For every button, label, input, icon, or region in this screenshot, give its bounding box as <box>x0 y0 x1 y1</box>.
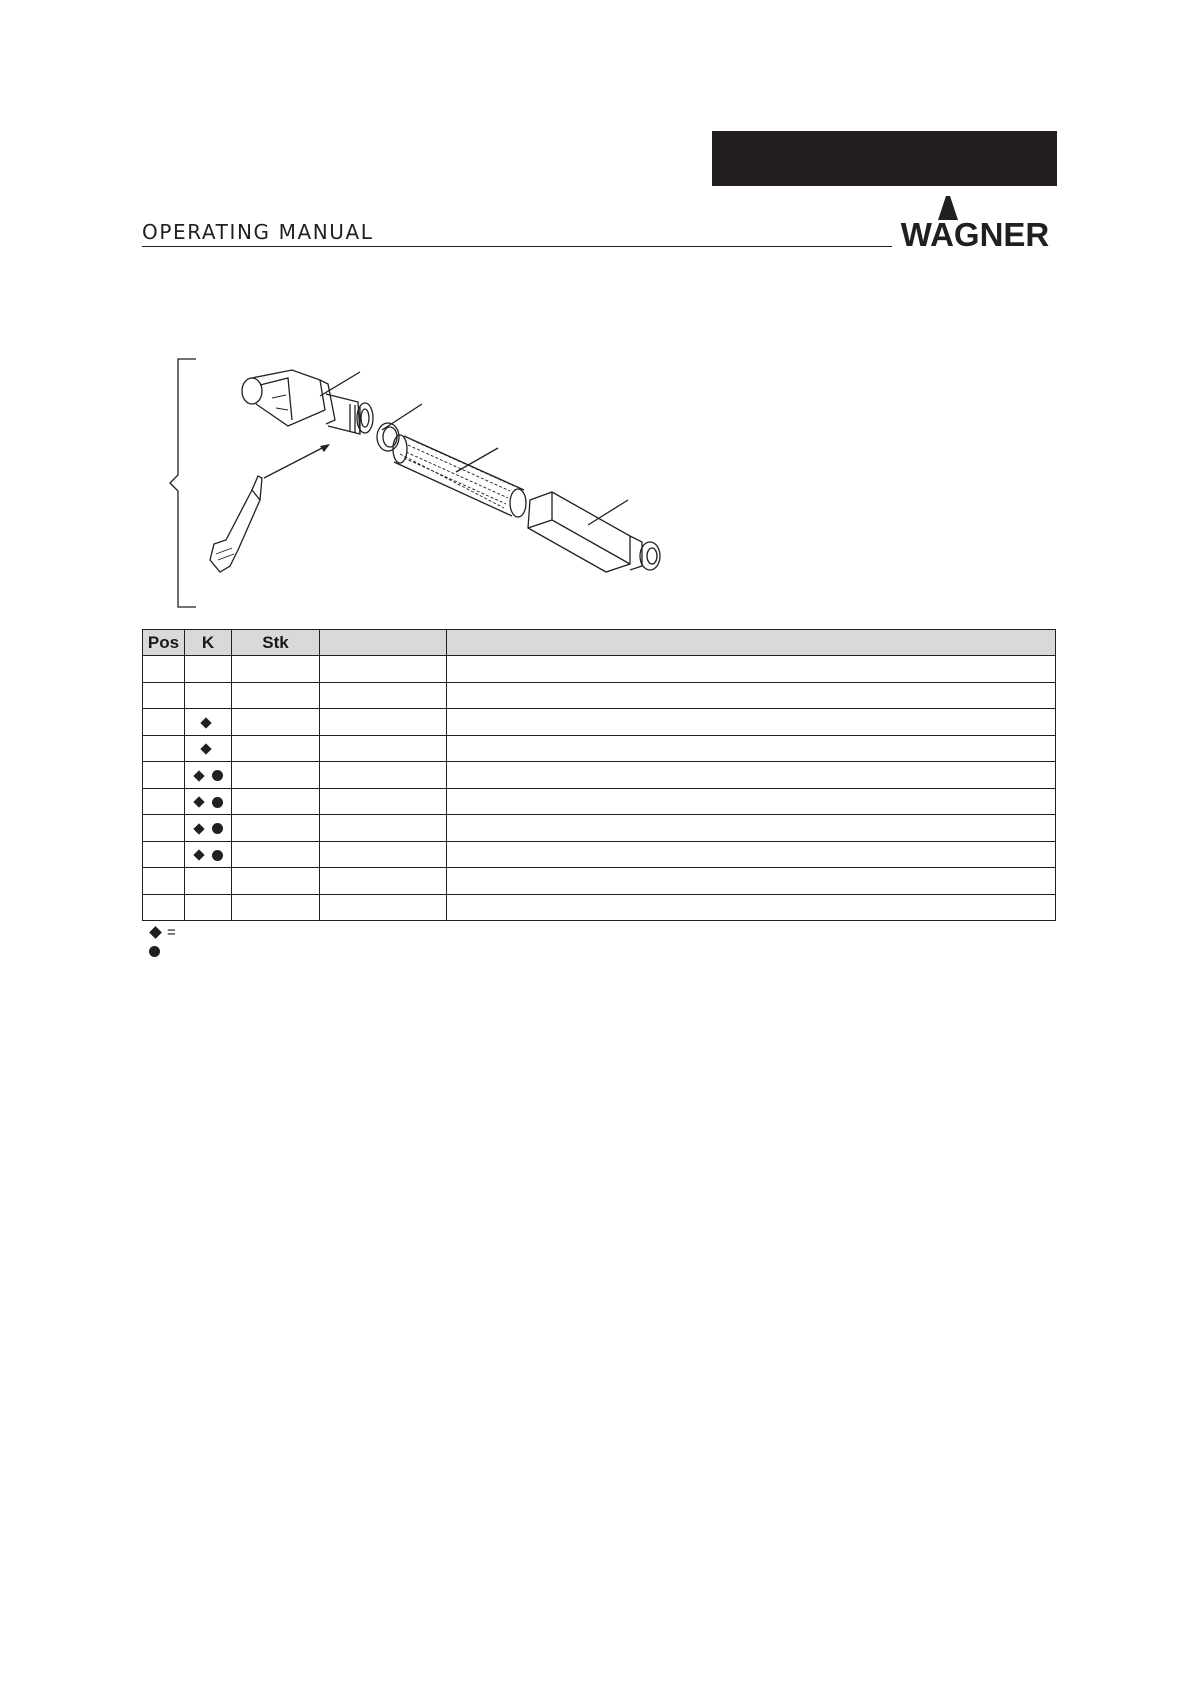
cell-pos <box>143 815 185 842</box>
cell-k <box>185 894 232 921</box>
table-header-row <box>143 630 1056 656</box>
cell-stk <box>232 868 320 895</box>
filter-assembly-diagram <box>160 350 680 615</box>
parts-table-body <box>143 656 1056 921</box>
cell-stk <box>232 682 320 709</box>
cell-pos <box>143 841 185 868</box>
cell-k <box>185 841 232 868</box>
svg-text:WAGNER: WAGNER <box>900 216 1050 248</box>
cell-description <box>447 841 1056 868</box>
cell-description <box>447 815 1056 842</box>
cell-pos <box>143 709 185 736</box>
cell-k <box>185 788 232 815</box>
cell-article <box>320 656 447 683</box>
cell-description <box>447 682 1056 709</box>
cell-pos <box>143 656 185 683</box>
column-header-stk: Stk <box>232 630 320 656</box>
legend-wear-part <box>148 924 176 941</box>
diamond-icon <box>193 823 204 834</box>
diamond-icon <box>193 850 204 861</box>
cell-k <box>185 815 232 842</box>
cell-stk <box>232 656 320 683</box>
cell-article <box>320 762 447 789</box>
header-rule <box>142 246 892 247</box>
filter-element-part <box>393 435 526 517</box>
cell-k <box>185 762 232 789</box>
cell-stk <box>232 788 320 815</box>
cell-stk <box>232 894 320 921</box>
cell-pos <box>143 868 185 895</box>
legend-text: = <box>167 924 176 941</box>
apply-sealant-arrow <box>264 446 326 478</box>
table-row <box>143 735 1056 762</box>
end-cap-part <box>528 492 660 572</box>
cell-pos <box>143 735 185 762</box>
cell-article <box>320 735 447 762</box>
dot-icon <box>149 946 160 957</box>
column-header-description <box>447 630 1056 656</box>
cell-article <box>320 682 447 709</box>
table-row <box>143 841 1056 868</box>
wagner-logo <box>890 196 1060 248</box>
cell-pos <box>143 762 185 789</box>
cell-description <box>447 656 1056 683</box>
cell-description <box>447 735 1056 762</box>
table-row <box>143 894 1056 921</box>
diamond-icon <box>149 926 162 939</box>
cell-article <box>320 788 447 815</box>
cell-stk <box>232 735 320 762</box>
cell-article <box>320 709 447 736</box>
diamond-icon <box>200 744 211 755</box>
cell-pos <box>143 682 185 709</box>
cell-description <box>447 762 1056 789</box>
cell-stk <box>232 709 320 736</box>
assembly-bracket <box>170 359 196 607</box>
cell-description <box>447 894 1056 921</box>
table-row <box>143 682 1056 709</box>
table-row <box>143 656 1056 683</box>
cell-pos <box>143 788 185 815</box>
filter-housing-part <box>242 370 373 434</box>
table-row <box>143 815 1056 842</box>
callout-line-1 <box>320 372 360 396</box>
cell-article <box>320 868 447 895</box>
cell-article <box>320 841 447 868</box>
sealant-tube-part <box>210 476 262 572</box>
cell-k <box>185 682 232 709</box>
diamond-icon <box>200 717 211 728</box>
table-row <box>143 762 1056 789</box>
document-title: OPERATING MANUAL <box>142 220 374 244</box>
legend-kit-part <box>148 946 160 957</box>
cell-k <box>185 868 232 895</box>
dot-icon <box>212 823 223 834</box>
cell-article <box>320 815 447 842</box>
cell-stk <box>232 762 320 789</box>
table-row <box>143 709 1056 736</box>
cell-article <box>320 894 447 921</box>
dot-icon <box>212 850 223 861</box>
diamond-icon <box>193 797 204 808</box>
cell-description <box>447 709 1056 736</box>
cell-k <box>185 656 232 683</box>
table-row <box>143 788 1056 815</box>
cell-description <box>447 868 1056 895</box>
header-black-block <box>712 131 1057 186</box>
column-header-k: K <box>185 630 232 656</box>
cell-k <box>185 735 232 762</box>
parts-table <box>142 629 1056 921</box>
callout-line-2 <box>382 404 422 430</box>
callout-line-4 <box>588 500 628 525</box>
cell-description <box>447 788 1056 815</box>
column-header-article <box>320 630 447 656</box>
dot-icon <box>212 797 223 808</box>
cell-k <box>185 709 232 736</box>
cell-stk <box>232 815 320 842</box>
cell-pos <box>143 894 185 921</box>
table-row <box>143 868 1056 895</box>
dot-icon <box>212 770 223 781</box>
cell-stk <box>232 841 320 868</box>
column-header-pos: Pos <box>143 630 185 656</box>
diamond-icon <box>193 770 204 781</box>
